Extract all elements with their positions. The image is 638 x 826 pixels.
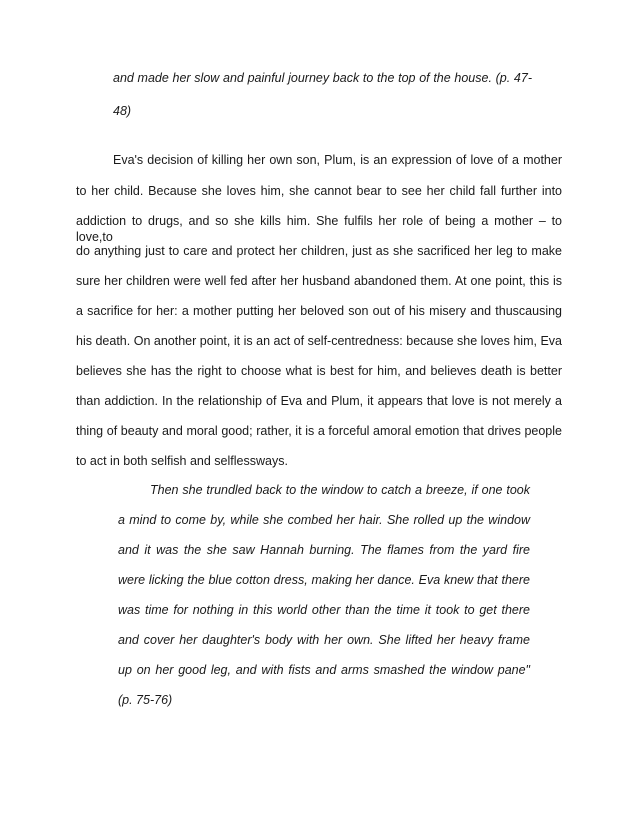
paragraph-line: than addiction. In the relationship of Eva and Plum, it appears that love is not merely a <box>76 394 562 408</box>
paragraph-line: to her child. Because she loves him, she cannot bear to see her child fall further into <box>76 184 562 198</box>
paragraph-line: believes she has the right to choose what is best for him, and believes death is better <box>76 364 562 378</box>
paragraph-line: his death. On another point, it is an act of self-centredness: because she loves him, Eva <box>76 334 562 348</box>
paragraph-line: do anything just to care and protect her children, just as she sacrificed her leg to make <box>76 244 562 258</box>
quote-bottom-line: a mind to come by, while she combed her hair. She rolled up the window <box>118 513 530 527</box>
paragraph-line: thing of beauty and moral good; rather, it is a forceful amoral emotion that drives people <box>76 424 562 438</box>
quote-top-line: 48) <box>113 104 132 118</box>
quote-bottom-line: and cover her daughter's body with her own. She lifted her heavy frame <box>118 633 530 647</box>
quote-bottom-line: up on her good leg, and with fists and arms smashed the window pane" <box>118 663 530 677</box>
paragraph-line: a sacrifice for her: a mother putting her beloved son out of his misery and thuscausing <box>76 304 562 318</box>
quote-bottom-line: Then she trundled back to the window to catch a breeze, if one took <box>150 483 530 497</box>
quote-bottom-line: was time for nothing in this world other than the time it took to get there <box>118 603 530 617</box>
paragraph-line: sure her children were well fed after her husband abandoned them. At one point, this is <box>76 274 562 288</box>
paragraph-line: to act in both selfish and selflessways. <box>76 454 288 468</box>
quote-bottom-line: and it was the she saw Hannah burning. The flames from the yard fire <box>118 543 530 557</box>
quote-bottom-line: (p. 75-76) <box>118 693 173 707</box>
paragraph-line: Eva's decision of killing her own son, Plum, is an expression of love of a mother <box>113 153 562 167</box>
paragraph-line: addiction to drugs, and so she kills him. She fulfils her role of being a mother – to love,to <box>76 214 562 244</box>
quote-top-line: and made her slow and painful journey back to the top of the house. (p. 47- <box>113 71 532 85</box>
quote-bottom-line: were licking the blue cotton dress, making her dance. Eva knew that there <box>118 573 530 587</box>
